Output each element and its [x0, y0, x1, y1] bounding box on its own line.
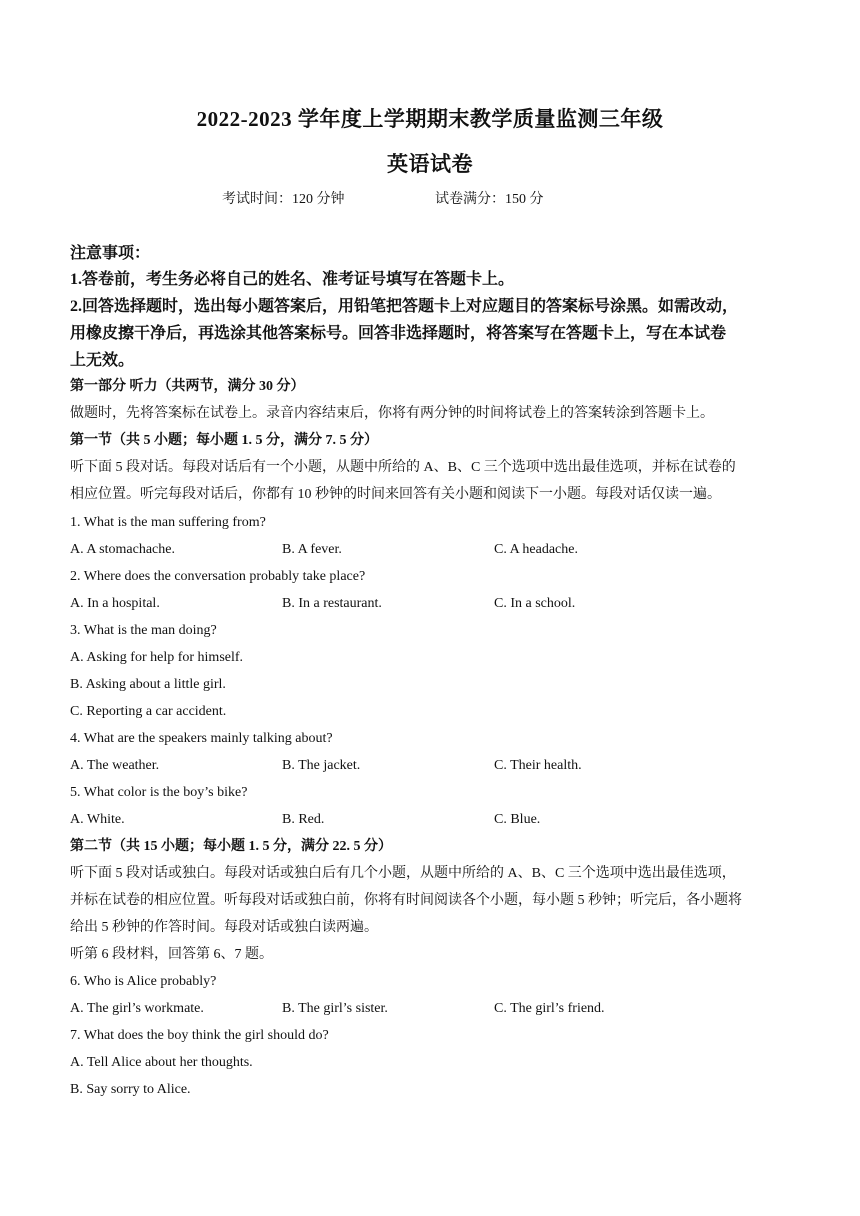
exam-time: 考试时间：120 分钟: [222, 192, 345, 207]
question-5-stem: 5. What color is the boy’s bike?: [70, 785, 248, 800]
question-3-stem: 3. What is the man doing?: [70, 623, 217, 638]
question-2-option-b: B. In a restaurant.: [282, 596, 382, 611]
section2-instruction-line-1: 听下面 5 段对话或独白。每段对话或独白后有几个小题，从题中所给的 A、B、C 三个选项中选出最佳选项，: [70, 866, 736, 881]
full-score: 试卷满分：150 分: [435, 192, 544, 207]
question-1-stem: 1. What is the man suffering from?: [70, 515, 266, 530]
question-6-option-b: B. The girl’s sister.: [282, 1001, 388, 1016]
notice-item-2-line-3: 上无效。: [70, 352, 135, 369]
notice-item-1: 1.答卷前，考生务必将自己的姓名、准考证号填写在答题卡上。: [70, 271, 515, 288]
question-3-option-c: C. Reporting a car accident.: [70, 704, 227, 719]
question-1-option-a: A. A stomachache.: [70, 542, 175, 557]
section2-instruction-line-2: 并标在试卷的相应位置。听每段对话或独白前，你将有时间阅读各个小题，每小题 5 秒钟；听完后，各小题将: [70, 893, 742, 908]
section1-heading: 第一节（共 5 小题；每小题 1. 5 分，满分 7. 5 分）: [70, 433, 378, 448]
question-4-option-c: C. Their health.: [494, 758, 582, 773]
question-4-option-a: A. The weather.: [70, 758, 160, 773]
question-6-option-c: C. The girl’s friend.: [494, 1001, 605, 1016]
question-7-option-a: A. Tell Alice about her thoughts.: [70, 1055, 253, 1070]
material-6-instruction: 听第 6 段材料，回答第 6、7 题。: [70, 947, 273, 962]
question-5-option-b: B. Red.: [282, 812, 325, 827]
question-3-option-a: A. Asking for help for himself.: [70, 650, 244, 665]
question-6-option-a: A. The girl’s workmate.: [70, 1001, 204, 1016]
question-2-option-c: C. In a school.: [494, 596, 576, 611]
question-6-stem: 6. Who is Alice probably?: [70, 974, 217, 989]
question-2-stem: 2. Where does the conversation probably take place?: [70, 569, 366, 584]
question-4-stem: 4. What are the speakers mainly talking about?: [70, 731, 333, 746]
question-5-option-a: A. White.: [70, 812, 125, 827]
part1-heading: 第一部分 听力（共两节，满分 30 分）: [70, 379, 305, 394]
question-7-option-b: B. Say sorry to Alice.: [70, 1082, 191, 1097]
section1-instruction-line-1: 听下面 5 段对话。每段对话后有一个小题，从题中所给的 A、B、C 三个选项中选出最佳选项，并标在试卷的: [70, 460, 736, 475]
question-4-option-b: B. The jacket.: [282, 758, 361, 773]
exam-subject: 英语试卷: [387, 152, 473, 176]
notice-item-2-line-2: 用橡皮擦干净后，再选涂其他答案标号。回答非选择题时，将答案写在答题卡上，写在本试卷: [70, 325, 727, 342]
section2-heading: 第二节（共 15 小题；每小题 1. 5 分，满分 22. 5 分）: [70, 839, 392, 854]
section2-instruction-line-3: 给出 5 秒钟的作答时间。每段对话或独白读两遍。: [70, 920, 378, 935]
part1-intro: 做题时，先将答案标在试卷上。录音内容结束后，你将有两分钟的时间将试卷上的答案转涂到答题卡上。: [70, 406, 714, 421]
notice-heading: 注意事项：: [70, 245, 151, 262]
question-5-option-c: C. Blue.: [494, 812, 541, 827]
question-1-option-c: C. A headache.: [494, 542, 578, 557]
notice-item-2-line-1: 2.回答选择题时，选出每小题答案后，用铅笔把答题卡上对应题目的答案标号涂黑。如需改动，: [70, 298, 739, 315]
question-3-option-b: B. Asking about a little girl.: [70, 677, 226, 692]
question-7-stem: 7. What does the boy think the girl should do?: [70, 1028, 329, 1043]
exam-title: 2022-2023 学年度上学期期末教学质量监测三年级: [196, 107, 664, 131]
question-2-option-a: A. In a hospital.: [70, 596, 160, 611]
question-1-option-b: B. A fever.: [282, 542, 342, 557]
section1-instruction-line-2: 相应位置。听完每段对话后，你都有 10 秒钟的时间来回答有关小题和阅读下一小题。每段对话仅读一遍。: [70, 487, 721, 502]
